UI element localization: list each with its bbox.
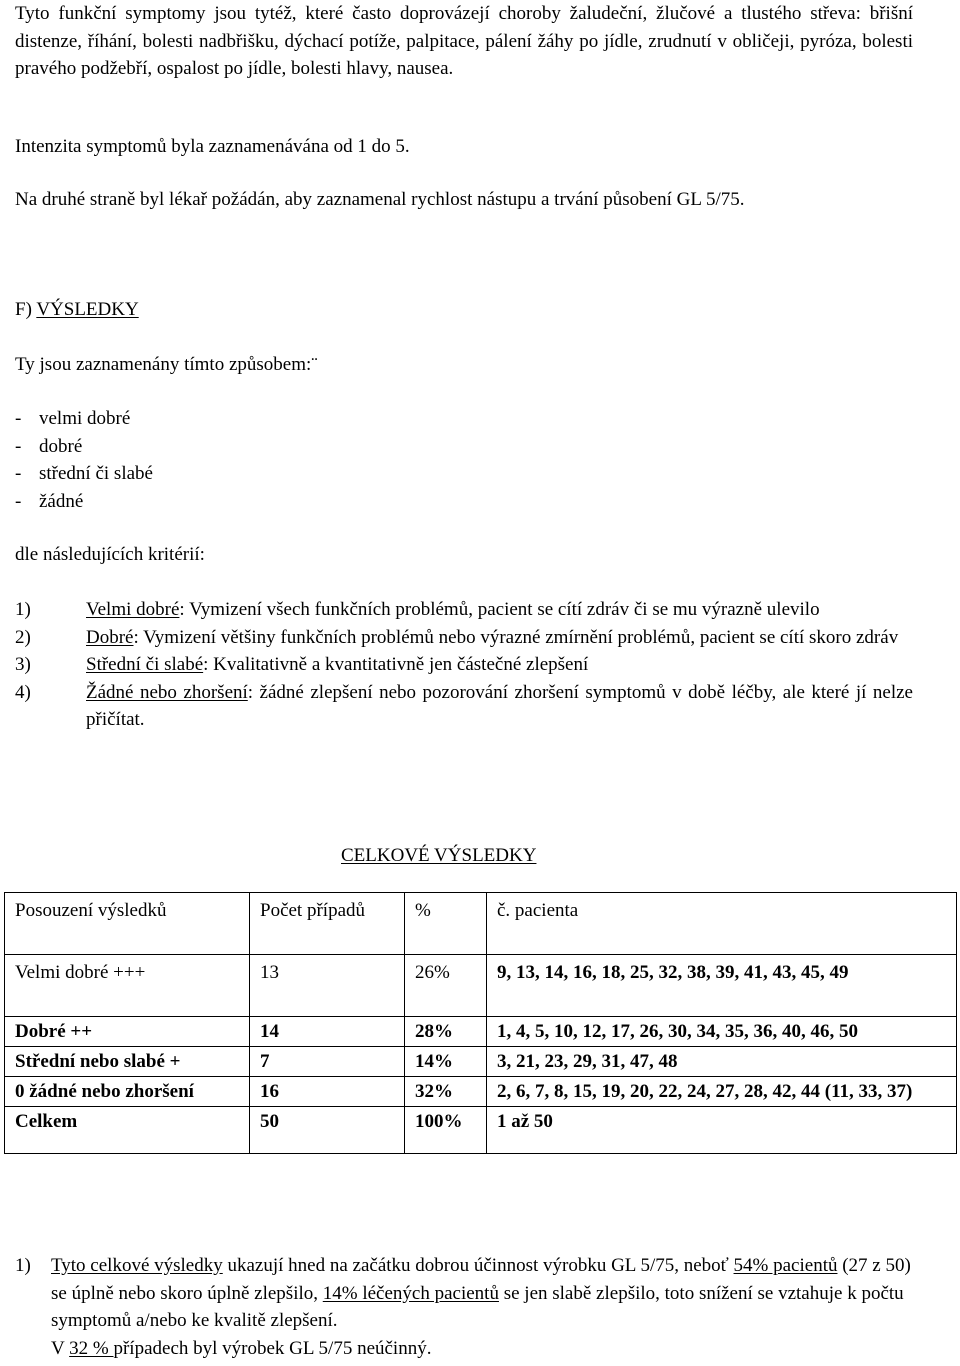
doctor-paragraph: Na druhé straně byl lékař požádán, aby zaznamenal rychlost nástupu a trvání působení GL 5/75. xyxy=(15,189,745,210)
cell-assessment: Celkem xyxy=(5,1107,250,1154)
cell-percent: 26% xyxy=(405,955,487,1017)
criteria-term: Střední či slabé xyxy=(86,654,204,675)
list-dash: - xyxy=(15,490,22,512)
grade-label: střední či slabé xyxy=(39,463,153,484)
header-case-count: Počet případů xyxy=(250,893,405,955)
table-row xyxy=(5,955,957,1017)
cell-patients: 9, 13, 14, 16, 18, 25, 32, 38, 39, 41, 43, 45, 49 xyxy=(487,955,957,1017)
list-item xyxy=(15,405,153,433)
criteria-desc: : Vymizení všech funkčních problémů, pacient se cítí zdráv či se mu výrazně ulevilo xyxy=(179,599,820,620)
list-item xyxy=(15,460,153,488)
list-item xyxy=(15,433,153,461)
criteria-number: 3) xyxy=(15,654,31,675)
cell-patients: 1, 4, 5, 10, 12, 17, 26, 30, 34, 35, 36, 40, 46, 50 xyxy=(487,1017,957,1047)
grade-label: dobré xyxy=(39,435,83,457)
section-f-heading xyxy=(15,296,139,324)
table-row xyxy=(5,1017,957,1047)
criteria-term: Žádné nebo zhoršení xyxy=(86,681,248,703)
conclusion-span: se jen slabě zlepšilo, toto snížení se vztahuje k počtu symptomů a/nebo ke kvalitě zlepšení. xyxy=(51,1282,904,1331)
criteria-list xyxy=(15,596,913,734)
cell-assessment: 0 žádné nebo zhoršení xyxy=(5,1077,250,1107)
criteria-term: Velmi dobré xyxy=(86,599,180,620)
results-table xyxy=(4,892,957,1154)
list-dash: - xyxy=(15,463,22,484)
grade-label: velmi dobré xyxy=(39,408,131,429)
conclusion-item xyxy=(15,1252,913,1362)
criteria-number: 2) xyxy=(15,626,31,648)
cell-percent: 28% xyxy=(405,1017,487,1047)
list-dash: - xyxy=(15,408,22,429)
cell-patients: 1 až 50 xyxy=(487,1107,957,1154)
conclusion-number: 1) xyxy=(15,1255,31,1276)
criteria-number: 1) xyxy=(15,599,31,620)
criteria-item xyxy=(15,679,913,734)
cell-count: 50 xyxy=(250,1107,405,1154)
criteria-desc: : Vymizení většiny funkčních problémů nebo výrazné zmírnění problémů, pacient se cítí skoro zdráv xyxy=(133,626,899,648)
header-assessment: Posouzení výsledků xyxy=(5,893,250,955)
section-f-title: VÝSLEDKY xyxy=(36,299,139,320)
conclusion-link-results: Tyto celkové výsledky xyxy=(51,1255,223,1276)
section-f-prefix: F) xyxy=(15,299,37,320)
cell-count: 16 xyxy=(250,1077,405,1107)
table-title xyxy=(341,842,536,870)
header-patient-numbers: č. pacienta xyxy=(487,893,957,955)
header-percent: % xyxy=(405,893,487,955)
list-item xyxy=(15,488,153,516)
grade-list xyxy=(15,405,153,515)
cell-assessment: Střední nebo slabé + xyxy=(5,1047,250,1077)
criteria-intro: dle následujících kritérií: xyxy=(15,544,205,565)
table-header-row xyxy=(5,893,957,955)
conclusion-percent-14: 14% léčených pacientů xyxy=(322,1282,499,1304)
criteria-item xyxy=(15,624,913,652)
cell-patients: 3, 21, 23, 29, 31, 47, 48 xyxy=(487,1047,957,1077)
conclusion-list xyxy=(15,1252,913,1362)
criteria-desc: : žádné zlepšení nebo pozorování zhoršení symptomů v době léčby, ale které jí nelze přičítat. xyxy=(86,681,913,730)
cell-count: 7 xyxy=(250,1047,405,1077)
cell-assessment: Velmi dobré +++ xyxy=(5,955,250,1017)
list-dash: - xyxy=(15,435,22,457)
conclusion-span: ukazují hned na začátku dobrou účinnost výrobku GL 5/75, neboť xyxy=(222,1255,734,1276)
results-intro: Ty jsou zaznamenány tímto způsobem:¨ xyxy=(15,354,318,375)
conclusion-span: (27 z 50) se úplně nebo skoro úplně zlepšilo, xyxy=(51,1255,911,1304)
criteria-desc: : Kvalitativně a kvantitativně jen částečné zlepšení xyxy=(203,654,589,675)
conclusion-text xyxy=(51,1252,913,1362)
conclusion-percent-32: 32 % xyxy=(69,1337,114,1359)
cell-percent: 100% xyxy=(405,1107,487,1154)
conclusion-span: případech byl výrobek GL 5/75 neúčinný. xyxy=(113,1337,432,1359)
table-title-text: CELKOVÉ VÝSLEDKY xyxy=(341,845,537,866)
conclusion-percent-54: 54% pacientů xyxy=(733,1255,838,1276)
cell-count: 13 xyxy=(250,955,405,1017)
criteria-number: 4) xyxy=(15,681,31,703)
criteria-term: Dobré xyxy=(86,626,134,648)
cell-percent: 32% xyxy=(405,1077,487,1107)
table-row xyxy=(5,1077,957,1107)
criteria-item xyxy=(15,596,913,624)
table-row-total xyxy=(5,1107,957,1154)
cell-count: 14 xyxy=(250,1017,405,1047)
intensity-paragraph: Intenzita symptomů byla zaznamenávána od 1 do 5. xyxy=(15,136,410,157)
cell-patients: 2, 6, 7, 8, 15, 19, 20, 22, 24, 27, 28, 42, 44 (11, 33, 37) xyxy=(487,1077,957,1107)
table-row xyxy=(5,1047,957,1077)
symptoms-paragraph: Tyto funkční symptomy jsou tytéž, které často doprovázejí choroby žaludeční, žlučové a tlustého střeva: břišní distenze, říhání, bolesti nadbřišku, dýchací potíže, palpitace, pálení žáhy po jídle, zrudnutí v obličeji, pyróza, bolesti pravého podžebří, ospalost po jídle, bolesti hlavy, nausea. xyxy=(15,3,913,79)
cell-percent: 14% xyxy=(405,1047,487,1077)
conclusion-span: V xyxy=(51,1337,70,1359)
grade-label: žádné xyxy=(39,490,84,512)
criteria-item xyxy=(15,651,913,679)
cell-assessment: Dobré ++ xyxy=(5,1017,250,1047)
